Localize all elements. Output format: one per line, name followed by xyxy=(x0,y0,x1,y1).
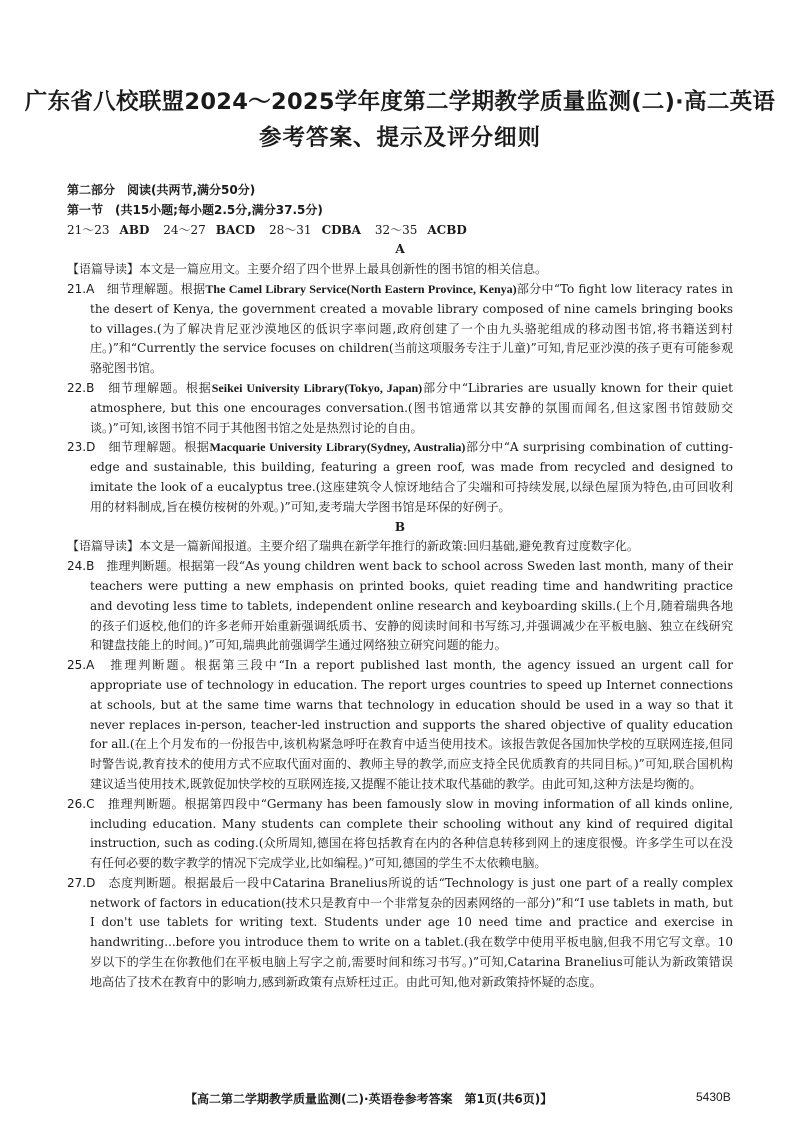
question-explanation: 推理判断题。根据第四段中“Germany has been famously slow in moving information of all kinds online, including education. Many students can complete their schooling without any kind of required digital instruction, such as coding.(众所周知,德国在将包括教育在内的各种信息转移到网上的速度很慢。许多学生可以在没有任何必要的数字教学的情况下完成学业,比如编程。)”可知,德国的学生不太依赖电脑。 xyxy=(90,796,733,871)
question-number: 27.D xyxy=(67,875,96,890)
question-24 xyxy=(67,557,733,656)
answer-range: 32～35 xyxy=(374,222,418,237)
footer-code: 5430B xyxy=(696,1090,731,1104)
question-26 xyxy=(67,795,733,874)
question-explanation: 态度判断题。根据最后一段中Catarina Branelius所说的话“Technology is just one part of a really complex network of factors in education(技术只是教育中一个非常复杂的因素网络的一部分)”和“I use tablets in math, but I don't use tablets for writing text. Students under age 10 need time and practice and exercise in handwriting...before you introduce them to write on a tablet.(我在数学中使用平板电脑,但我不用它写文章。10岁以下的学生在你教他们在平板电脑上写字之前,需要时间和练习书写。)”可知,Catarina Branelius可能认为新政策错误地高估了技术在教育中的影响力,感到新政策有点矫枉过正。由此可知,他对新政策持怀疑的态度。 xyxy=(90,875,733,989)
question-number: 24.B xyxy=(67,559,95,574)
question-explanation: 部分中“Libraries are usually known for their quiet atmosphere, but this one encourages conversation.(图书馆通常以其安静的氛围而闻名,但这家图书馆鼓励交谈。)”可知,该图书馆不同于其他图书馆之处是热烈讨论的自由。 xyxy=(90,380,733,435)
answer-key: ACBD xyxy=(427,222,467,237)
question-type: 细节理解题。根据 xyxy=(108,380,212,395)
answer-range: 21～23 xyxy=(67,222,110,237)
question-number: 22.B xyxy=(67,380,95,395)
answer-range: 28～31 xyxy=(269,222,312,237)
answer-keys-row xyxy=(67,221,733,241)
answer-key: CDBA xyxy=(321,222,361,237)
question-ref: Seikei University Library(Tokyo, Japan) xyxy=(211,380,423,395)
passage-label-a: A xyxy=(395,242,405,257)
question-type: 细节理解题。根据 xyxy=(108,440,210,455)
question-22 xyxy=(67,379,733,438)
footer-text: 【高二第二学期教学质量监测(二)·英语卷参考答案 第1页(共6页)】 xyxy=(185,1092,553,1106)
question-27 xyxy=(67,874,733,993)
page-subtitle: 参考答案、提示及评分细则 xyxy=(258,125,541,151)
question-25 xyxy=(67,656,733,795)
page-title: 广东省八校联盟2024～2025学年度第二学期教学质量监测(二)·高二英语 xyxy=(24,89,776,115)
answer-range: 24～27 xyxy=(163,222,206,237)
passage-guide-a: 【语篇导读】本文是一篇应用文。主要介绍了四个世界上最具创新性的图书馆的相关信息。 xyxy=(67,262,548,277)
question-explanation: 推理判断题。根据第一段“As young children went back to school across Sweden last month, many of their teachers were putting a new emphasis on printed books, quiet reading time and handwriting practice and devoting less time to tablets, independent online research and keyboarding skills.(上个月,随着瑞典各地的孩子们返校,他们的许多老师开始重新强调纸质书、安静的阅读时间和书写练习,并强调减少在平板电脑、独立在线研究和键盘技能上的时间。)”可知,瑞典此前强调学生通过网络独立研究问题的能力。 xyxy=(90,559,733,653)
answer-content xyxy=(67,181,733,993)
question-number: 25.A xyxy=(67,658,95,673)
section-heading: 第一节 (共15小题;每小题2.5分,满分37.5分) xyxy=(67,202,323,217)
question-explanation: 部分中“A surprising combination of cutting-edge and sustainable, this building, featuring a green roof, was made from recycled and designed to imitate the look of a eucalyptus tree.(这座建筑令人惊讶地结合了尖端和可持续发展,以绿色屋顶为特色,由可回收利用的材料制成,旨在模仿桉树的外观。)”可知,麦考瑞大学图书馆是环保的好例子。 xyxy=(90,440,733,514)
answer-key: BACD xyxy=(215,222,256,237)
question-ref: The Camel Library Service(North Eastern Province, Kenya) xyxy=(205,281,517,296)
part-heading: 第二部分 阅读(共两节,满分50分) xyxy=(67,183,256,197)
question-type: 细节理解题。根据 xyxy=(106,281,206,296)
question-explanation: 推理判断题。根据第三段中“In a report published last month, the agency issued an urgent call for appropriate use of technology in education. The report urges countries to speed up Internet connections at schools, but at the same time warns that technology in education should be used in a way so that it never replaces in-person, teacher-led instruction and supports the shared objective of quality education for all.(在上个月发布的一份报告中,该机构紧急呼吁在教育中适当使用技术。该报告敦促各国加快学校的互联网连接,但同时警告说,教育技术的使用方式不应取代面对面的、教师主导的教学,而应支持全民优质教育的共同目标。)”可知,联合国机构建议适当使用技术,既敦促加快学校的互联网连接,又提醒不能让技术取代基础的教学。由此可知,这种方法是均衡的。 xyxy=(90,658,733,791)
question-explanation: 部分中“To fight low literacy rates in the desert of Kenya, the government created a movable library composed of nine camels bringing books to villages.(为了解决肯尼亚沙漠地区的低识字率问题,政府创建了一个由九头骆驼组成的移动图书馆,将书籍送到村庄。)”和“Currently the service focuses on children(当前这项服务专注于儿童)”可知,肯尼亚沙漠的孩子更有可能参观骆驼图书馆。 xyxy=(90,281,733,376)
answer-key: ABD xyxy=(119,222,150,237)
question-number: 26.C xyxy=(67,796,95,811)
question-ref: Macquarie University Library(Sydney, Australia) xyxy=(209,440,466,455)
passage-label-b: B xyxy=(394,519,406,534)
question-21 xyxy=(67,280,733,379)
question-number: 21.A xyxy=(67,281,95,296)
question-number: 23.D xyxy=(67,440,96,455)
question-23 xyxy=(67,438,733,517)
passage-guide-b: 【语篇导读】本文是一篇新闻报道。主要介绍了瑞典在新学年推行的新政策:回归基础,避免教育过度数字化。 xyxy=(67,539,639,554)
